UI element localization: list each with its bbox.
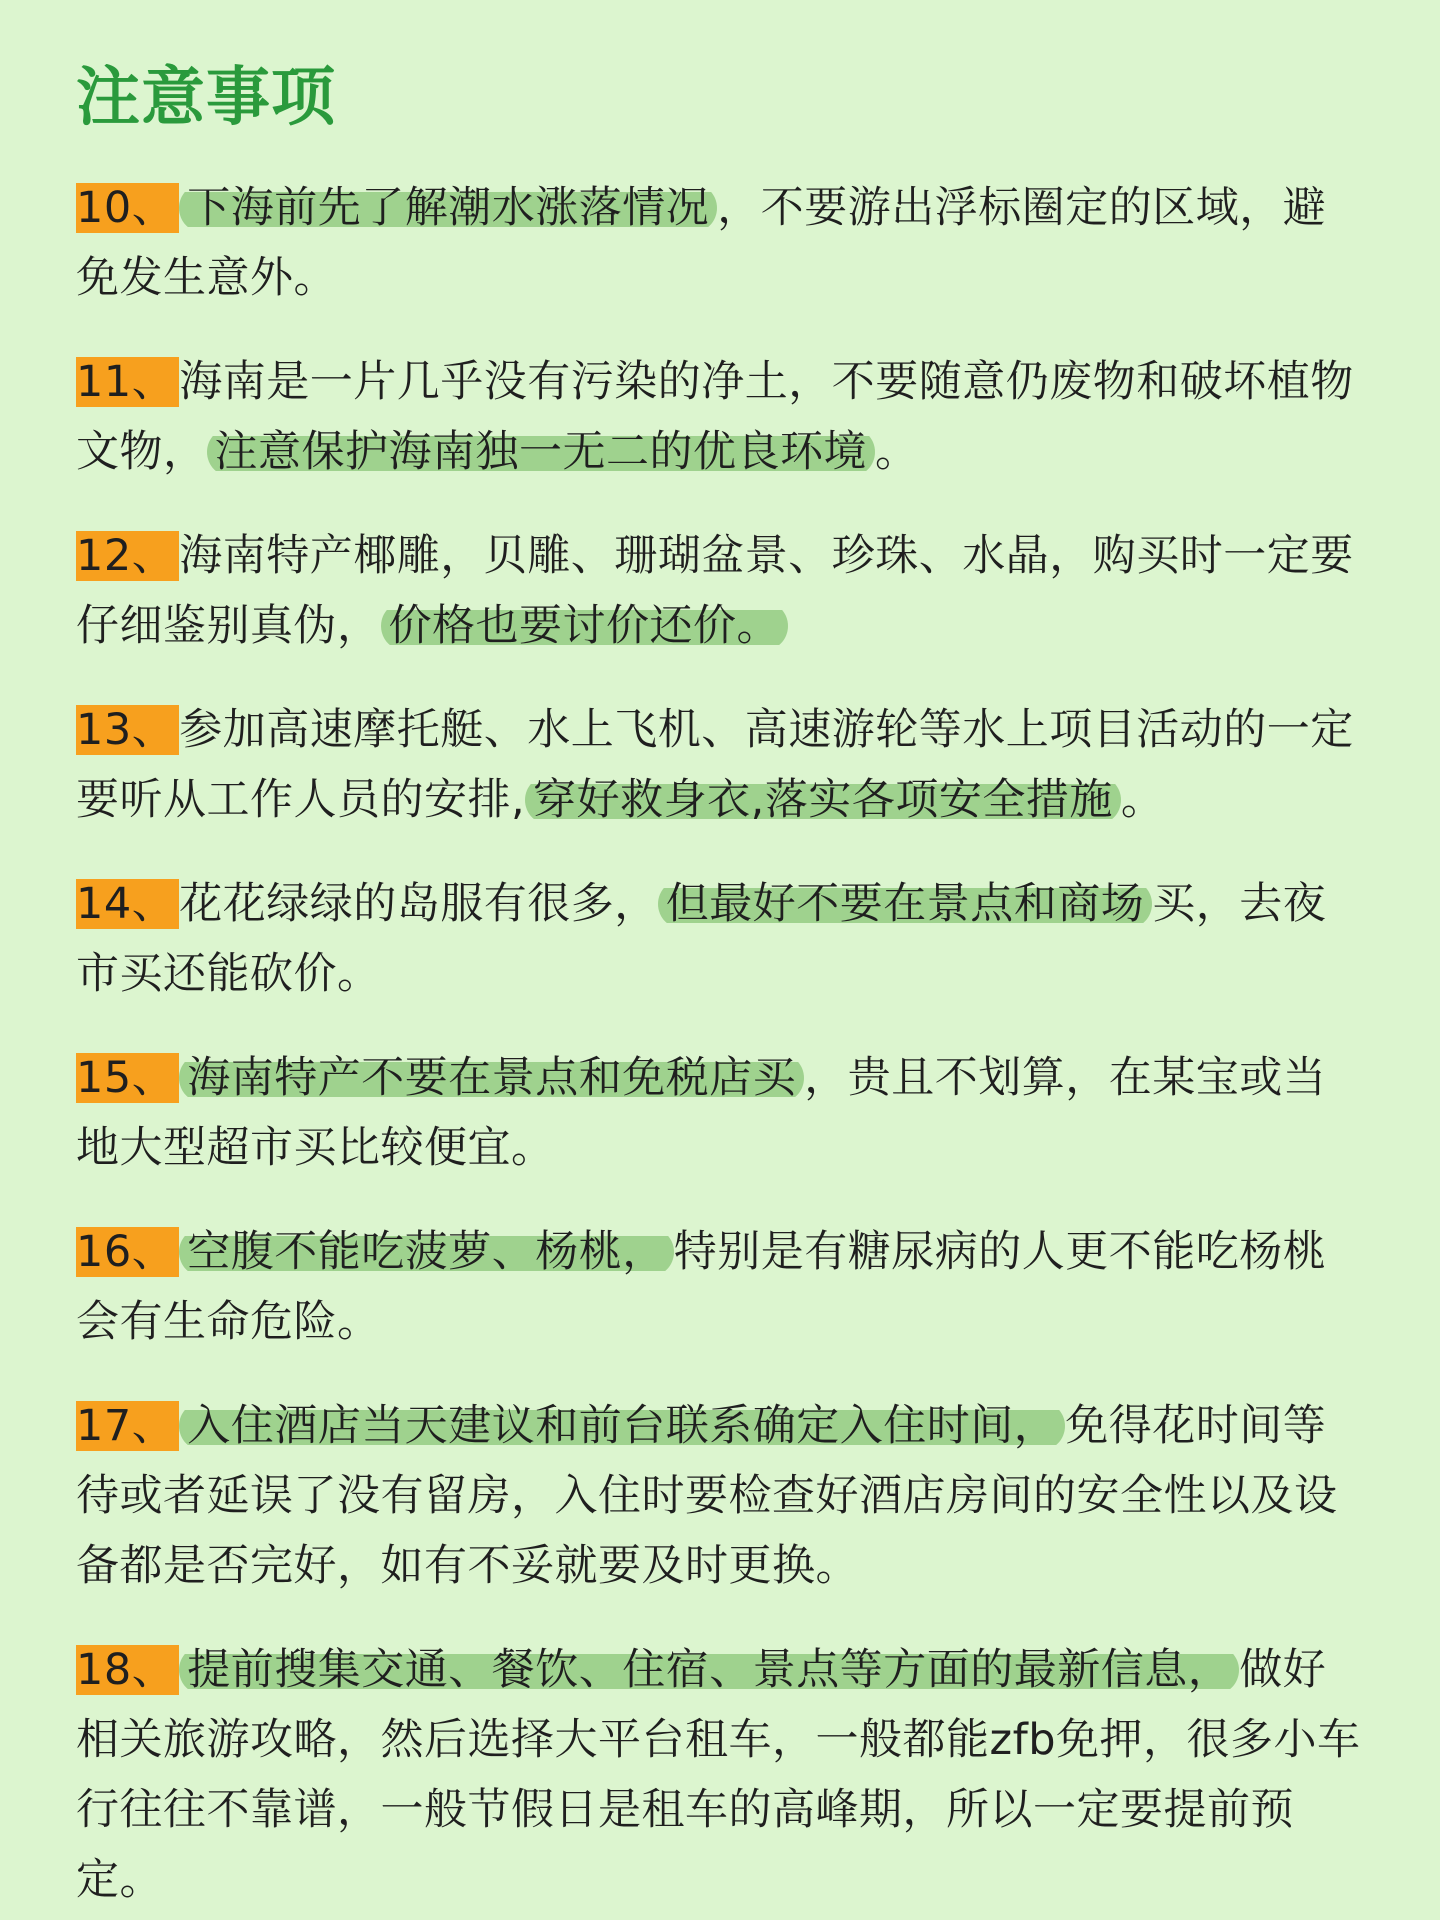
note-item-13 (76, 695, 1364, 835)
note-text: ，贵且不划算，在某宝或当地大型超市买比较便宜。 (76, 1052, 1327, 1173)
note-highlight: 注意保护海南独一无二的优良环境 (207, 427, 876, 477)
note-text: 特别是有糖尿病的人更不能吃杨桃会有生命危险。 (76, 1226, 1327, 1347)
note-item-14 (76, 869, 1364, 1009)
note-number: 13、 (76, 705, 179, 755)
page-title: 注意事项 (76, 61, 336, 135)
note-number: 15、 (76, 1053, 179, 1103)
note-text: 花花绿绿的岛服有很多， (179, 878, 658, 929)
note-item-15 (76, 1043, 1364, 1183)
note-item-11 (76, 347, 1364, 487)
note-item-16 (76, 1217, 1364, 1357)
note-number: 16、 (76, 1227, 179, 1277)
note-highlight: 价格也要讨价还价。 (381, 601, 789, 651)
note-item-17 (76, 1391, 1364, 1601)
note-text: 。 (875, 426, 919, 477)
note-item-12 (76, 521, 1364, 661)
note-text: ，不要游出浮标圈定的区域，避免发生意外。 (76, 182, 1327, 303)
note-highlight: 但最好不要在景点和商场 (658, 879, 1153, 929)
note-highlight: 穿好救身衣,落实各项安全措施 (525, 775, 1121, 825)
note-text: 参加高速摩托艇、水上飞机、高速游轮等水上项目活动的一定要听从工作人员的安排, (76, 704, 1354, 825)
note-text: 买，去夜市买还能砍价。 (76, 878, 1327, 999)
note-text: 海南是一片几乎没有污染的净土，不要随意仍废物和破坏植物文物， (76, 356, 1354, 477)
note-text: 做好相关旅游攻略，然后选择大平台租车，一般都能zfb免押，很多小车行往往不靠谱，一般节假日是租车的高峰期，所以一定要提前预定。 (76, 1644, 1361, 1905)
note-highlight: 下海前先了解潮水涨落情况 (179, 183, 717, 233)
note-text: 免得花时间等待或者延误了没有留房，入住时要检查好酒店房间的安全性以及设备都是否完好，如有不妥就要及时更换。 (76, 1400, 1338, 1591)
note-item-10 (76, 173, 1364, 313)
note-highlight: 海南特产不要在景点和免税店买 (179, 1053, 804, 1103)
note-highlight: 提前搜集交通、餐饮、住宿、景点等方面的最新信息， (179, 1645, 1239, 1695)
note-number: 11、 (76, 357, 179, 407)
note-number: 18、 (76, 1645, 179, 1695)
note-highlight: 空腹不能吃菠萝、杨桃， (179, 1227, 674, 1277)
note-number: 10、 (76, 183, 179, 233)
note-text: 海南特产椰雕，贝雕、珊瑚盆景、珍珠、水晶，购买时一定要仔细鉴别真伪， (76, 530, 1354, 651)
note-number: 14、 (76, 879, 179, 929)
note-highlight: 入住酒店当天建议和前台联系确定入住时间， (179, 1401, 1065, 1451)
note-number: 17、 (76, 1401, 179, 1451)
note-item-18 (76, 1635, 1364, 1915)
note-number: 12、 (76, 531, 179, 581)
note-text: 。 (1120, 774, 1165, 825)
